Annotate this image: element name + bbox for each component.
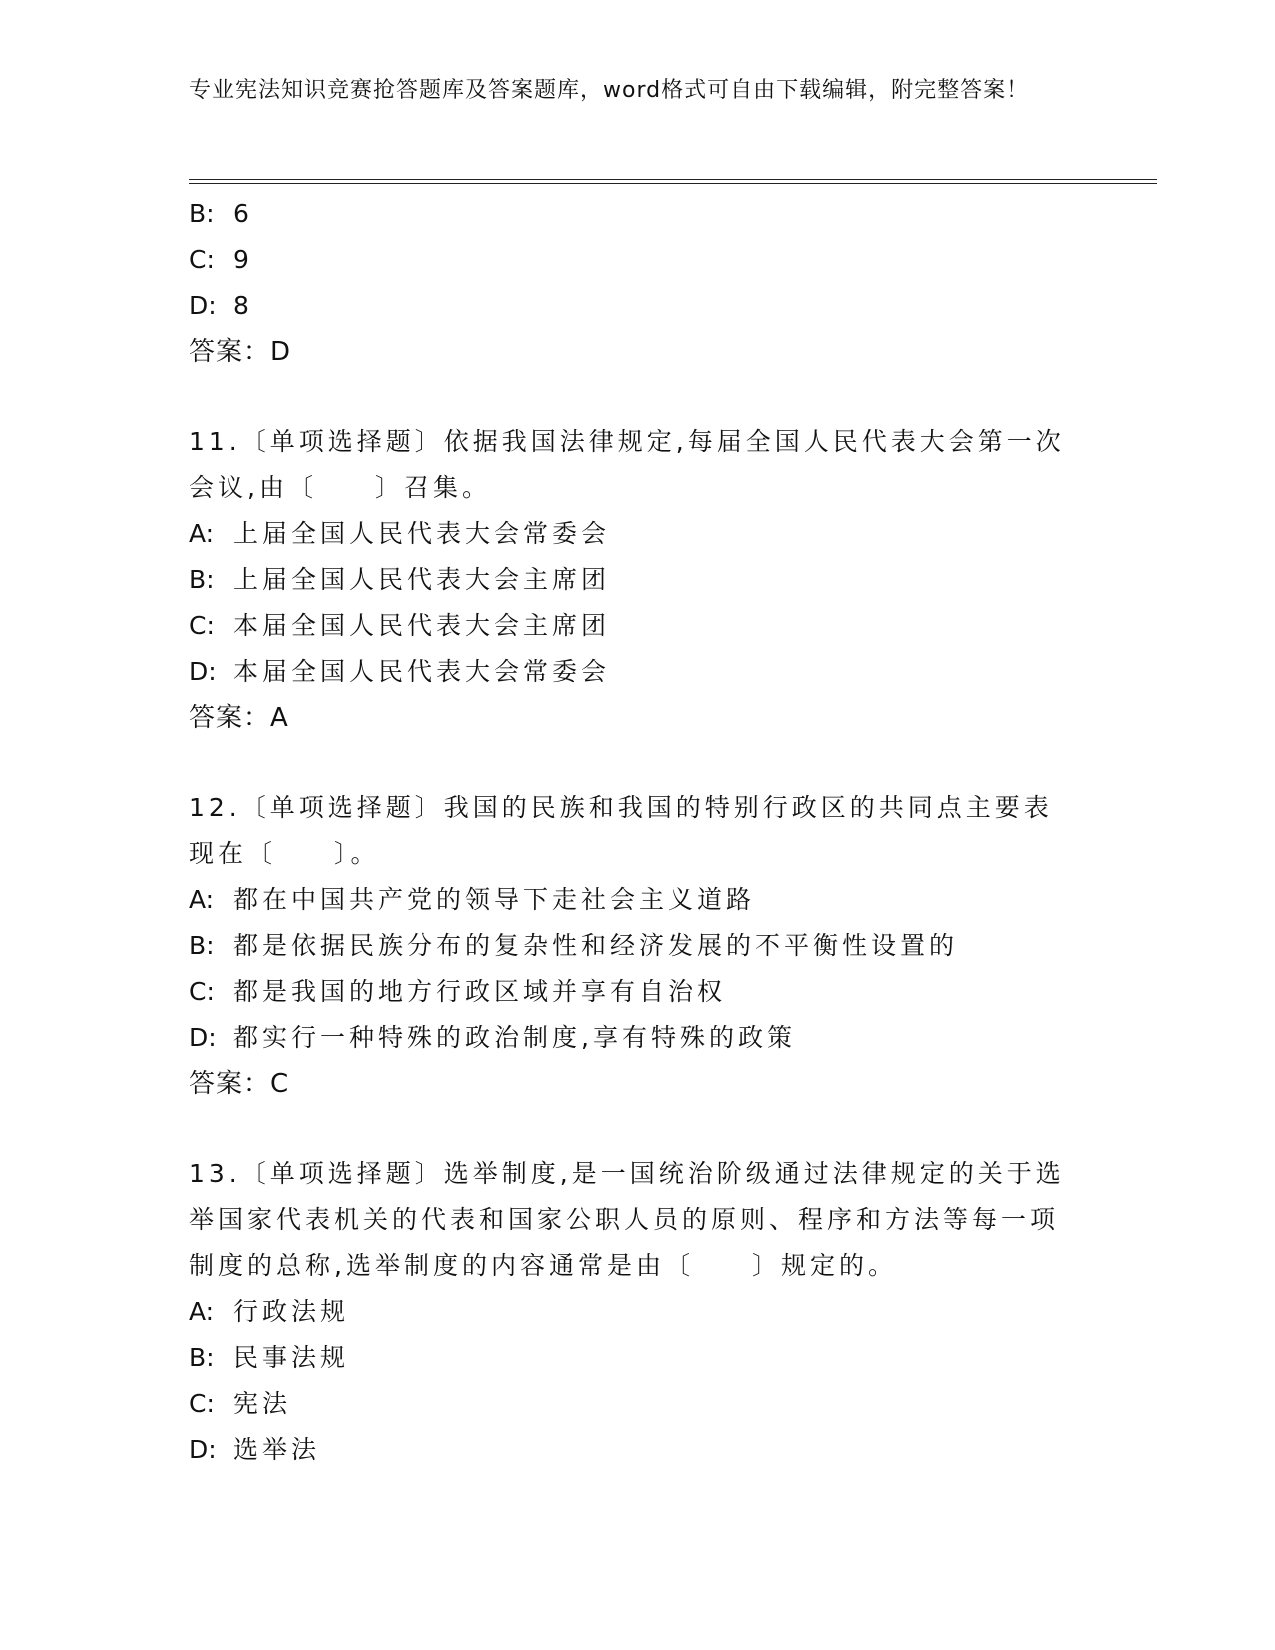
header-divider	[189, 179, 1157, 180]
option-a: A: 上届全国人民代表大会常委会	[189, 519, 611, 548]
spacer	[189, 741, 1089, 785]
option-b: B: 民事法规	[189, 1343, 350, 1372]
answer-line: 答案：C	[189, 1069, 290, 1099]
option-d: D: 8	[189, 291, 253, 320]
question-stem: 13.〔单项选择题〕选举制度,是一国统治阶级通过法律规定的关于选举国家代表机关的代表和国家公职人员的原则、程序和方法等每一项制度的总称,选举制度的内容通常是由〔 〕规定的。	[189, 1159, 1065, 1280]
option-c: C: 宪法	[189, 1389, 292, 1418]
spacer	[189, 1107, 1089, 1151]
answer-line: 答案：D	[189, 337, 292, 367]
document-header: 专业宪法知识竞赛抢答题库及答案题库，word格式可自由下载编辑，附完整答案！	[189, 78, 1030, 103]
option-b: B: 上届全国人民代表大会主席团	[189, 565, 611, 594]
question-stem: 12.〔单项选择题〕我国的民族和我国的特别行政区的共同点主要表现在〔 〕。	[189, 793, 1053, 868]
option-d: D: 都实行一种特殊的政治制度,享有特殊的政策	[189, 1023, 796, 1052]
question-content	[189, 191, 1089, 1473]
option-d: D: 本届全国人民代表大会常委会	[189, 657, 611, 686]
option-b: B: 都是依据民族分布的复杂性和经济发展的不平衡性设置的	[189, 931, 959, 960]
option-a: A: 行政法规	[189, 1297, 350, 1326]
spacer	[189, 375, 1089, 419]
answer-line: 答案：A	[189, 703, 289, 733]
option-c: C: 都是我国的地方行政区域并享有自治权	[189, 977, 727, 1006]
header-divider-second	[189, 183, 1157, 184]
option-d: D: 选举法	[189, 1435, 321, 1464]
option-a: A: 都在中国共产党的领导下走社会主义道路	[189, 885, 756, 914]
option-c: C: 本届全国人民代表大会主席团	[189, 611, 611, 640]
option-c: C: 9	[189, 245, 253, 274]
option-b: B: 6	[189, 199, 253, 228]
question-stem: 11.〔单项选择题〕依据我国法律规定,每届全国人民代表大会第一次会议,由〔 〕召集。	[189, 427, 1065, 502]
